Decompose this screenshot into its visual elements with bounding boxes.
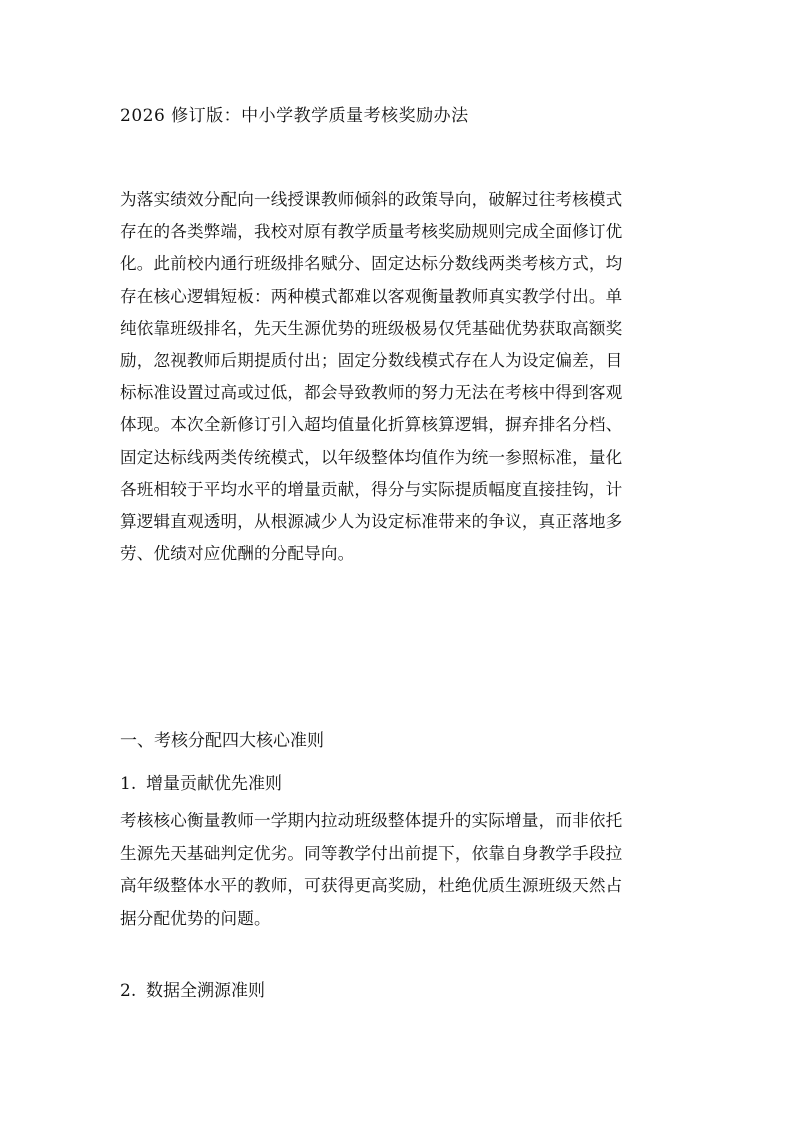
body-line: 生源先天基础判定优劣。同等教学付出前提下，依靠自身教学手段拉 — [120, 843, 623, 863]
item-body — [120, 805, 676, 935]
item-heading — [120, 978, 265, 1004]
document-title: 2026 修订版：中小学教学质量考核奖励办法 — [120, 106, 469, 126]
item-number: 1. — [120, 774, 137, 794]
intro-line: 标标准设置过高或过低，都会导致教师的努力无法在考核中得到客观 — [120, 383, 623, 403]
item-heading — [120, 771, 282, 797]
intro-line: 励，忽视教师后期提质付出；固定分数线模式存在人为设定偏差，目 — [120, 351, 623, 371]
intro-line: 各班相较于平均水平的增量贡献，得分与实际提质幅度直接挂钩，计 — [120, 479, 623, 499]
intro-line: 存在的各类弊端，我校对原有教学质量考核奖励规则完成全面修订优 — [120, 222, 623, 242]
intro-line: 体现。本次全新修订引入超均值量化折算核算逻辑，摒弃排名分档、 — [120, 415, 623, 435]
item-title: 数据全溯源准则 — [146, 981, 265, 1001]
body-line: 考核核心衡量教师一学期内拉动班级整体提升的实际增量，而非依托 — [120, 811, 623, 830]
intro-line: 化。此前校内通行班级排名赋分、固定达标分数线两类考核方式，均 — [120, 254, 623, 274]
intro-line: 算逻辑直观透明，从根源减少人为设定标准带来的争议，真正落地多 — [120, 512, 623, 532]
intro-line: 存在核心逻辑短板：两种模式都难以客观衡量教师真实教学付出。单 — [120, 286, 623, 306]
intro-line: 纯依靠班级排名，先天生源优势的班级极易仅凭基础优势获取高额奖 — [120, 318, 623, 338]
intro-line: 固定达标线两类传统模式，以年级整体均值作为统一参照标准，量化 — [120, 447, 623, 467]
intro-paragraph — [120, 184, 676, 570]
item-title: 增量贡献优先准则 — [146, 774, 282, 794]
body-line: 据分配优势的问题。 — [120, 908, 271, 928]
intro-line: 为落实绩效分配向一线授课教师倾斜的政策导向，破解过往考核模式 — [120, 190, 623, 209]
item-number: 2. — [120, 981, 137, 1001]
body-line: 高年级整体水平的教师，可获得更高奖励，杜绝优质生源班级天然占 — [120, 876, 623, 896]
intro-line: 劳、优绩对应优酬的分配导向。 — [120, 544, 355, 564]
section-heading: 一、考核分配四大核心准则 — [120, 731, 324, 751]
